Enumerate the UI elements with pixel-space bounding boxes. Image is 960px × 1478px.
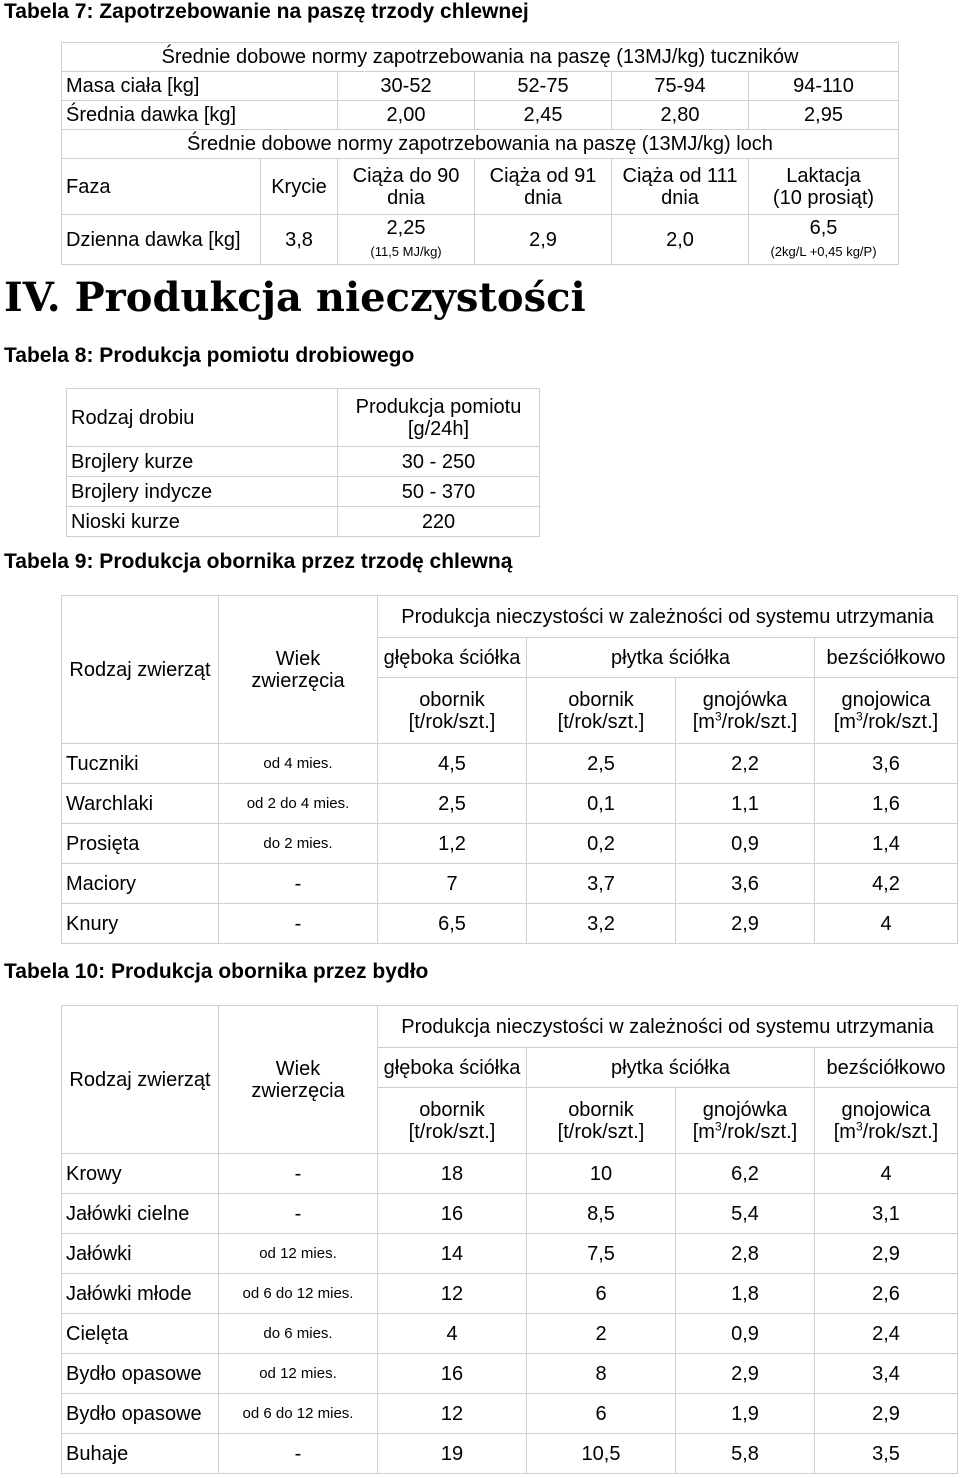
cell: od 6 do 12 mies.	[219, 1274, 378, 1314]
cell: 5,8	[676, 1434, 815, 1474]
cell: 16	[378, 1354, 527, 1394]
unit: [m	[833, 1120, 856, 1143]
cell: 3,8	[261, 215, 338, 265]
column-header: zwierzęcia	[251, 1079, 345, 1102]
cell: 94-110	[749, 72, 899, 101]
table-row	[62, 824, 958, 864]
cell: 1,1	[676, 784, 815, 824]
column-header: płytka ściółka	[527, 1048, 815, 1088]
cell: 6	[527, 1394, 676, 1434]
cell: Prosięta	[62, 824, 219, 864]
table-row	[62, 904, 958, 944]
cell: od 12 mies.	[219, 1354, 378, 1394]
cell: 4	[815, 904, 958, 944]
cell: Jałówki cielne	[62, 1194, 219, 1234]
unit: /rok/szt.]	[862, 1120, 939, 1143]
cell: 8	[527, 1354, 676, 1394]
table7-caption: Tabela 7: Zapotrzebowanie na paszę trzody chlewnej	[4, 0, 529, 23]
cell: 2,9	[475, 215, 612, 265]
cell: dnia	[661, 186, 699, 209]
cell: 2,9	[676, 904, 815, 944]
cell: 3,7	[527, 864, 676, 904]
cell: 3,4	[815, 1354, 958, 1394]
cell: 2,25	[386, 216, 426, 239]
cell: do 6 mies.	[219, 1314, 378, 1354]
table-row	[62, 744, 958, 784]
cell: 7	[378, 864, 527, 904]
cell: 19	[378, 1434, 527, 1474]
cell: Knury	[62, 904, 219, 944]
cell: Bydło opasowe	[62, 1394, 219, 1434]
column-header: Rodzaj drobiu	[67, 389, 338, 447]
cell: 1,6	[815, 784, 958, 824]
cell: 2,6	[815, 1274, 958, 1314]
table-row	[67, 447, 540, 477]
column-header: bezściółkowo	[815, 638, 958, 678]
table-row	[62, 1274, 958, 1314]
row-label: Dzienna dawka [kg]	[62, 215, 261, 265]
table-row	[62, 159, 899, 215]
column-header: Produkcja pomiotu	[355, 395, 522, 418]
cell: Laktacja	[786, 164, 861, 187]
unit: /rok/szt.]	[862, 710, 939, 733]
cell: 3,1	[815, 1194, 958, 1234]
column-header: obornik	[568, 1098, 634, 1121]
cell: Maciory	[62, 864, 219, 904]
cell: 1,8	[676, 1274, 815, 1314]
cell: Ciąża od 91	[489, 164, 597, 187]
unit: [m	[692, 1120, 715, 1143]
cell: 5,4	[676, 1194, 815, 1234]
column-header: obornik	[419, 688, 485, 711]
table-row	[62, 864, 958, 904]
table9-caption: Tabela 9: Produkcja obornika przez trzodę chlewną	[4, 550, 513, 573]
table9	[61, 595, 958, 944]
table7	[61, 42, 899, 265]
cell: Buhaje	[62, 1434, 219, 1474]
cell: 3,2	[527, 904, 676, 944]
column-header: gnojówka	[702, 1098, 788, 1121]
cell: 3,6	[676, 864, 815, 904]
cell: 2,5	[527, 744, 676, 784]
cell: 2	[527, 1314, 676, 1354]
cell: 2,80	[612, 101, 749, 130]
cell: 10	[527, 1154, 676, 1194]
column-header: gnojowica	[841, 688, 931, 711]
cell: dnia	[387, 186, 425, 209]
cell: Krycie	[261, 159, 338, 215]
cell: 1,2	[378, 824, 527, 864]
table-row	[62, 101, 899, 130]
cell: 8,5	[527, 1194, 676, 1234]
table-row	[62, 1354, 958, 1394]
column-header: Rodzaj zwierząt	[62, 596, 219, 744]
phase-label: Faza	[62, 159, 261, 215]
cell: 3,6	[815, 744, 958, 784]
cell: -	[219, 904, 378, 944]
column-header: gnojowica	[841, 1098, 931, 1121]
cell: Jałówki	[62, 1234, 219, 1274]
table-row	[62, 1234, 958, 1274]
cell: 4	[815, 1154, 958, 1194]
column-header: bezściółkowo	[815, 1048, 958, 1088]
cell: 10,5	[527, 1434, 676, 1474]
cell: 6,5	[809, 216, 838, 239]
cell: Brojlery indycze	[67, 477, 338, 507]
table-row	[67, 507, 540, 537]
table-row	[62, 72, 899, 101]
group-header: Produkcja nieczystości w zależności od systemu utrzymania	[378, 1006, 958, 1048]
unit: /rok/szt.]	[721, 710, 798, 733]
unit: /rok/szt.]	[721, 1120, 798, 1143]
unit: [t/rok/szt.]	[557, 1120, 645, 1143]
unit: 3	[714, 708, 722, 723]
cell: 75-94	[612, 72, 749, 101]
column-header: [g/24h]	[407, 417, 470, 440]
cell: -	[219, 1154, 378, 1194]
cell: od 2 do 4 mies.	[219, 784, 378, 824]
cell: 0,9	[676, 1314, 815, 1354]
table10	[61, 1005, 958, 1474]
column-header: płytka ściółka	[527, 638, 815, 678]
cell: 6,2	[676, 1154, 815, 1194]
unit: 3	[855, 708, 863, 723]
cell: Ciąża od 111	[622, 164, 738, 187]
column-header: obornik	[568, 688, 634, 711]
table8	[66, 388, 540, 537]
column-header: obornik	[419, 1098, 485, 1121]
unit: [m	[692, 710, 715, 733]
table-row	[62, 1154, 958, 1194]
table7-header-sows: Średnie dobowe normy zapotrzebowania na paszę (13MJ/kg) loch	[62, 130, 899, 159]
cell: dnia	[524, 186, 562, 209]
table-row	[67, 477, 540, 507]
cell: 2,95	[749, 101, 899, 130]
cell: 2,9	[676, 1354, 815, 1394]
cell: 0,1	[527, 784, 676, 824]
cell: 30-52	[338, 72, 475, 101]
cell: 3,5	[815, 1434, 958, 1474]
cell-note: (11,5 MJ/kg)	[370, 243, 442, 259]
cell: 6,5	[378, 904, 527, 944]
cell: 7,5	[527, 1234, 676, 1274]
column-header: Wiek	[275, 647, 321, 670]
table-row	[62, 215, 899, 265]
cell: 0,2	[527, 824, 676, 864]
table8-caption: Tabela 8: Produkcja pomiotu drobiowego	[4, 344, 415, 367]
cell: -	[219, 1434, 378, 1474]
unit: 3	[855, 1118, 863, 1133]
cell: 2,5	[378, 784, 527, 824]
cell: 2,4	[815, 1314, 958, 1354]
group-header: Produkcja nieczystości w zależności od systemu utrzymania	[378, 596, 958, 638]
cell: 2,9	[815, 1394, 958, 1434]
row-label: Średnia dawka [kg]	[62, 101, 338, 130]
table-row	[62, 1194, 958, 1234]
column-header: głęboka ściółka	[378, 638, 527, 678]
section-heading: IV. Produkcja nieczystości	[4, 274, 586, 321]
cell: Nioski kurze	[67, 507, 338, 537]
table-row	[62, 1314, 958, 1354]
row-label: Masa ciała [kg]	[62, 72, 338, 101]
unit: [t/rok/szt.]	[557, 710, 645, 733]
table-row	[62, 1434, 958, 1474]
cell: od 6 do 12 mies.	[219, 1394, 378, 1434]
cell: 6	[527, 1274, 676, 1314]
cell: do 2 mies.	[219, 824, 378, 864]
cell: 4,2	[815, 864, 958, 904]
unit: [m	[833, 710, 856, 733]
unit: [t/rok/szt.]	[408, 1120, 496, 1143]
cell: 12	[378, 1274, 527, 1314]
cell: 0,9	[676, 824, 815, 864]
cell: 16	[378, 1194, 527, 1234]
cell: 30 - 250	[338, 447, 540, 477]
table-row	[62, 784, 958, 824]
column-header: Rodzaj zwierząt	[62, 1006, 219, 1154]
cell: 2,2	[676, 744, 815, 784]
cell: 14	[378, 1234, 527, 1274]
unit: [t/rok/szt.]	[408, 710, 496, 733]
cell: Ciąża do 90	[352, 164, 460, 187]
column-header: zwierzęcia	[251, 669, 345, 692]
cell: 4,5	[378, 744, 527, 784]
cell: 2,0	[612, 215, 749, 265]
table10-caption: Tabela 10: Produkcja obornika przez bydło	[4, 960, 429, 983]
cell: 220	[338, 507, 540, 537]
cell: 2,9	[815, 1234, 958, 1274]
cell: 2,45	[475, 101, 612, 130]
cell: 52-75	[475, 72, 612, 101]
table7-header-fatteners: Średnie dobowe normy zapotrzebowania na paszę (13MJ/kg) tuczników	[62, 43, 899, 72]
column-header: gnojówka	[702, 688, 788, 711]
cell: -	[219, 864, 378, 904]
cell: 2,00	[338, 101, 475, 130]
cell: (10 prosiąt)	[772, 186, 875, 209]
unit: 3	[714, 1118, 722, 1133]
cell: 50 - 370	[338, 477, 540, 507]
cell: Cielęta	[62, 1314, 219, 1354]
cell: Jałówki młode	[62, 1274, 219, 1314]
cell: Krowy	[62, 1154, 219, 1194]
cell: Bydło opasowe	[62, 1354, 219, 1394]
column-header: Wiek	[275, 1057, 321, 1080]
column-header: głęboka ściółka	[378, 1048, 527, 1088]
cell: 2,8	[676, 1234, 815, 1274]
table-row	[62, 1394, 958, 1434]
cell: Brojlery kurze	[67, 447, 338, 477]
cell: 12	[378, 1394, 527, 1434]
cell: 1,9	[676, 1394, 815, 1434]
cell-note: (2kg/L +0,45 kg/P)	[770, 243, 877, 259]
cell: 1,4	[815, 824, 958, 864]
cell: 18	[378, 1154, 527, 1194]
cell: od 4 mies.	[219, 744, 378, 784]
cell: Tuczniki	[62, 744, 219, 784]
cell: -	[219, 1194, 378, 1234]
cell: 4	[378, 1314, 527, 1354]
cell: od 12 mies.	[219, 1234, 378, 1274]
cell: Warchlaki	[62, 784, 219, 824]
